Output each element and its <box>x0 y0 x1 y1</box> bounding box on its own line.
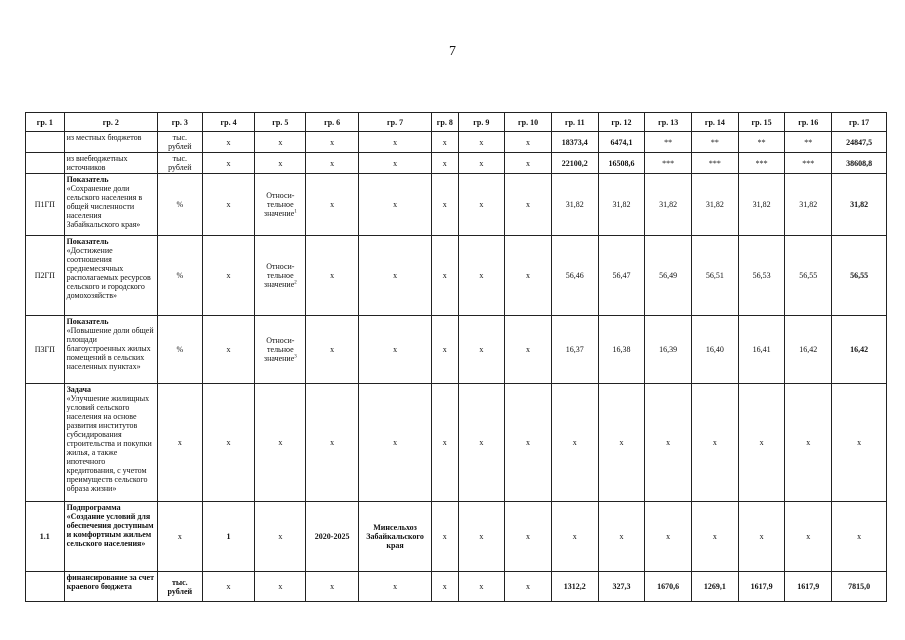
cell-c10: х <box>505 153 552 174</box>
cell-unit: х <box>157 384 202 502</box>
cell-c9: х <box>458 384 505 502</box>
column-header: гр. 12 <box>598 113 645 132</box>
cell-c14: *** <box>692 153 739 174</box>
cell-c7: х <box>359 174 432 236</box>
cell-c5 <box>255 316 306 384</box>
cell-c11: х <box>551 384 598 502</box>
cell-name <box>64 572 157 602</box>
cell-name <box>64 132 157 153</box>
column-header: гр. 13 <box>645 113 692 132</box>
cell-c9: х <box>458 572 505 602</box>
cell-c5 <box>255 153 306 174</box>
cell-unit: % <box>157 316 202 384</box>
cell-c9: х <box>458 316 505 384</box>
cell-unit: тыс. рублей <box>157 572 202 602</box>
cell-c13: 56,49 <box>645 236 692 316</box>
cell-c11: 16,37 <box>551 316 598 384</box>
cell-c13: 16,39 <box>645 316 692 384</box>
cell-c5-text: х <box>278 582 283 591</box>
cell-c5-text: Относи-тельное значение <box>263 336 295 363</box>
cell-c16: 1617,9 <box>785 572 832 602</box>
cell-c17: 31,82 <box>832 174 887 236</box>
cell-c5 <box>255 502 306 572</box>
page-number: 7 <box>449 44 456 59</box>
cell-c9: х <box>458 174 505 236</box>
cell-c11: 1312,2 <box>551 572 598 602</box>
cell-c15: 56,53 <box>738 236 785 316</box>
cell-c13: ** <box>645 132 692 153</box>
cell-c5 <box>255 572 306 602</box>
cell-c1 <box>26 384 65 502</box>
cell-c12: 327,3 <box>598 572 645 602</box>
cell-c4: х <box>202 572 255 602</box>
cell-c8: х <box>432 572 458 602</box>
cell-unit: % <box>157 236 202 316</box>
column-header: гр. 16 <box>785 113 832 132</box>
cell-c6: х <box>306 132 359 153</box>
cell-c8: х <box>432 132 458 153</box>
column-header: гр. 1 <box>26 113 65 132</box>
cell-unit: тыс. рублей <box>157 132 202 153</box>
cell-c1 <box>26 572 65 602</box>
cell-c13: 1670,6 <box>645 572 692 602</box>
cell-c8: х <box>432 236 458 316</box>
cell-c1: П1ГП <box>26 174 65 236</box>
cell-c17: 7815,0 <box>832 572 887 602</box>
column-header: гр. 14 <box>692 113 739 132</box>
row-title: Задача <box>66 385 92 394</box>
cell-c5-text: х <box>278 137 283 147</box>
cell-c9: х <box>458 502 505 572</box>
row-description: «Повышение доли общей площади благоустроенных жилых помещений в сельских населенных пунктах» <box>66 326 154 371</box>
cell-c12: 16,38 <box>598 316 645 384</box>
cell-c1 <box>26 132 65 153</box>
column-header: гр. 15 <box>738 113 785 132</box>
cell-c6: х <box>306 572 359 602</box>
cell-c11: 56,46 <box>551 236 598 316</box>
program-table <box>25 112 887 602</box>
column-header: гр. 3 <box>157 113 202 132</box>
column-header: гр. 17 <box>832 113 887 132</box>
row-description: «Улучшение жилищных условий сельского населения на основе развития институтов субсидирования строительства и покупки жилья, а также ипотечного кредитования, с учетом преимуществ сельского образа жизни» <box>66 394 152 493</box>
column-header: гр. 11 <box>551 113 598 132</box>
column-header: гр. 7 <box>359 113 432 132</box>
cell-c16: *** <box>785 153 832 174</box>
cell-c14: 1269,1 <box>692 572 739 602</box>
cell-c13: х <box>645 384 692 502</box>
cell-c15: ** <box>738 132 785 153</box>
cell-c14: х <box>692 384 739 502</box>
cell-c12: х <box>598 384 645 502</box>
cell-c7: х <box>359 236 432 316</box>
cell-c17: 16,42 <box>832 316 887 384</box>
cell-c17: х <box>832 502 887 572</box>
table-row <box>26 316 887 384</box>
footnote-mark: 3 <box>294 354 297 360</box>
cell-c10: х <box>505 236 552 316</box>
row-title: Показатель <box>66 317 109 326</box>
column-header: гр. 2 <box>64 113 157 132</box>
cell-c15: 16,41 <box>738 316 785 384</box>
column-header: гр. 6 <box>306 113 359 132</box>
row-description: финансирование за счет краевого бюджета <box>66 573 155 591</box>
cell-name <box>64 174 157 236</box>
cell-c4: х <box>202 132 255 153</box>
column-header: гр. 8 <box>432 113 458 132</box>
cell-c17: х <box>832 384 887 502</box>
row-description: из внебюджетных источников <box>66 154 128 172</box>
cell-c7: х <box>359 316 432 384</box>
cell-c10: х <box>505 316 552 384</box>
cell-c5-text: Относи-тельное значение <box>263 262 295 289</box>
cell-c4: х <box>202 236 255 316</box>
table-row <box>26 236 887 316</box>
row-title: Подпрограмма <box>66 503 121 512</box>
row-description: из местных бюджетов <box>66 133 142 142</box>
cell-c8: х <box>432 502 458 572</box>
row-description: «Достижение соотношения среднемесячных располагаемых ресурсов сельского и городского домохозяйств» <box>66 246 151 300</box>
table-row <box>26 132 887 153</box>
cell-c6: 2020-2025 <box>306 502 359 572</box>
cell-c4: 1 <box>202 502 255 572</box>
cell-c15: 1617,9 <box>738 572 785 602</box>
cell-c14: ** <box>692 132 739 153</box>
cell-c12: х <box>598 502 645 572</box>
cell-c14: 31,82 <box>692 174 739 236</box>
cell-c8: х <box>432 316 458 384</box>
cell-c16: 16,42 <box>785 316 832 384</box>
cell-unit: % <box>157 174 202 236</box>
row-title: Показатель <box>66 175 109 184</box>
cell-c16: 31,82 <box>785 174 832 236</box>
cell-name <box>64 153 157 174</box>
cell-c4: х <box>202 153 255 174</box>
cell-c9: х <box>458 236 505 316</box>
cell-c1: П3ГП <box>26 316 65 384</box>
cell-c5-text: х <box>278 158 283 168</box>
cell-c16: ** <box>785 132 832 153</box>
cell-c12: 6474,1 <box>598 132 645 153</box>
cell-c5-text: х <box>278 532 283 541</box>
table-row <box>26 572 887 602</box>
cell-c1: П2ГП <box>26 236 65 316</box>
cell-unit: х <box>157 502 202 572</box>
cell-c11: х <box>551 502 598 572</box>
cell-c7: х <box>359 572 432 602</box>
cell-c8: х <box>432 153 458 174</box>
cell-c5 <box>255 132 306 153</box>
cell-c4: х <box>202 174 255 236</box>
table-row <box>26 174 887 236</box>
cell-c7: х <box>359 153 432 174</box>
column-header: гр. 5 <box>255 113 306 132</box>
cell-c14: х <box>692 502 739 572</box>
cell-c16: 56,55 <box>785 236 832 316</box>
column-header: гр. 4 <box>202 113 255 132</box>
cell-c15: *** <box>738 153 785 174</box>
cell-c15: х <box>738 502 785 572</box>
cell-c10: х <box>505 174 552 236</box>
cell-c16: х <box>785 502 832 572</box>
cell-c6: х <box>306 174 359 236</box>
cell-c11: 31,82 <box>551 174 598 236</box>
cell-c9: х <box>458 132 505 153</box>
cell-c11: 22100,2 <box>551 153 598 174</box>
cell-c6: х <box>306 316 359 384</box>
cell-c15: х <box>738 384 785 502</box>
cell-c12: 16508,6 <box>598 153 645 174</box>
cell-c7: х <box>359 132 432 153</box>
cell-c6: х <box>306 236 359 316</box>
cell-c11: 18373,4 <box>551 132 598 153</box>
table-row <box>26 153 887 174</box>
cell-name <box>64 236 157 316</box>
row-description: «Создание условий для обеспечения доступным и комфортным жильем сельского населения» <box>66 512 154 548</box>
cell-c7: Минсельхоз Забайкальского края <box>359 502 432 572</box>
cell-c6: х <box>306 153 359 174</box>
cell-c8: х <box>432 384 458 502</box>
cell-c4: х <box>202 384 255 502</box>
cell-c17: 38608,8 <box>832 153 887 174</box>
cell-c14: 16,40 <box>692 316 739 384</box>
cell-name <box>64 316 157 384</box>
table-row <box>26 384 887 502</box>
footnote-mark: 1 <box>294 209 297 215</box>
cell-c10: х <box>505 572 552 602</box>
cell-c5 <box>255 384 306 502</box>
cell-name <box>64 384 157 502</box>
cell-c1: 1.1 <box>26 502 65 572</box>
cell-c14: 56,51 <box>692 236 739 316</box>
cell-c16: х <box>785 384 832 502</box>
row-description: «Сохранение доли сельского населения в общей численности населения Забайкальского края» <box>66 184 143 229</box>
cell-c1 <box>26 153 65 174</box>
cell-unit: тыс. рублей <box>157 153 202 174</box>
cell-name <box>64 502 157 572</box>
cell-c4: х <box>202 316 255 384</box>
cell-c10: х <box>505 132 552 153</box>
cell-c12: 56,47 <box>598 236 645 316</box>
cell-c5-text: х <box>278 438 283 447</box>
header-row <box>26 113 887 132</box>
cell-c8: х <box>432 174 458 236</box>
row-title: Показатель <box>66 237 109 246</box>
cell-c13: 31,82 <box>645 174 692 236</box>
cell-c17: 24847,5 <box>832 132 887 153</box>
cell-c6: х <box>306 384 359 502</box>
cell-c5 <box>255 174 306 236</box>
column-header: гр. 10 <box>505 113 552 132</box>
cell-c7: х <box>359 384 432 502</box>
cell-c9: х <box>458 153 505 174</box>
cell-c5-text: Относи-тельное значение <box>263 191 295 218</box>
cell-c15: 31,82 <box>738 174 785 236</box>
cell-c10: х <box>505 502 552 572</box>
cell-c13: х <box>645 502 692 572</box>
cell-c12: 31,82 <box>598 174 645 236</box>
cell-c5 <box>255 236 306 316</box>
column-header: гр. 9 <box>458 113 505 132</box>
cell-c17: 56,55 <box>832 236 887 316</box>
table-row <box>26 502 887 572</box>
cell-c10: х <box>505 384 552 502</box>
cell-c13: *** <box>645 153 692 174</box>
footnote-mark: 2 <box>294 280 297 286</box>
